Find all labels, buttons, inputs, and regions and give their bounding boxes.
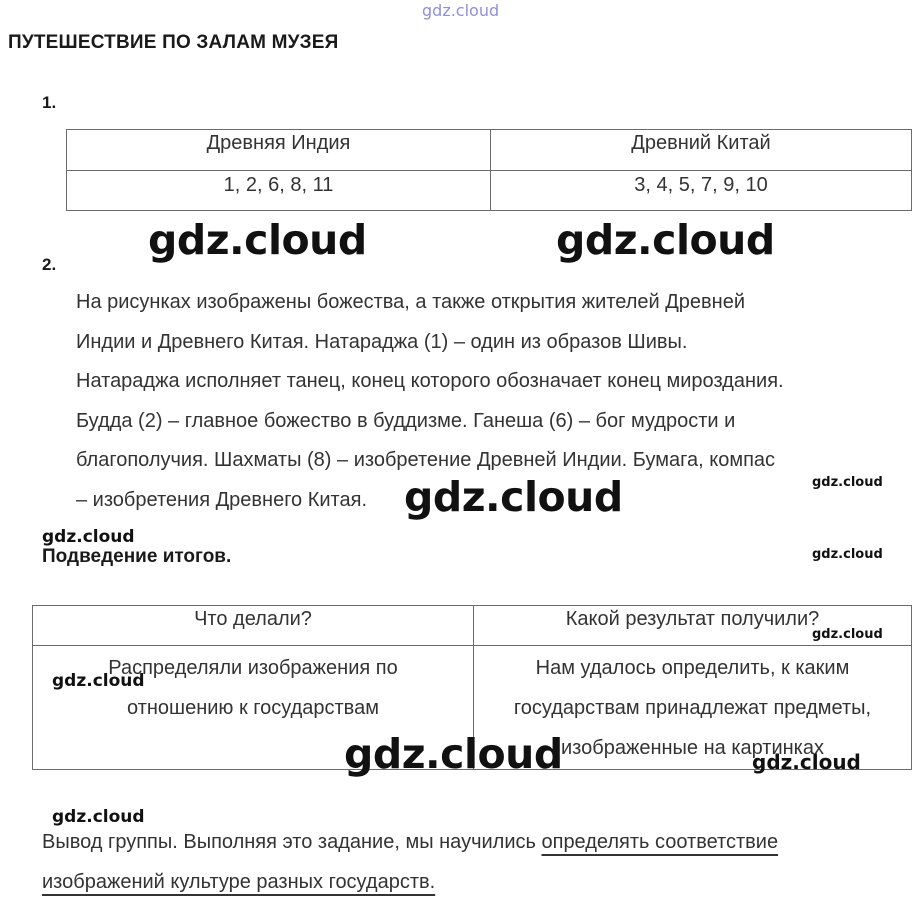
conclusion-line-2 bbox=[42, 862, 912, 902]
task1-header-india: Древняя Индия bbox=[67, 130, 491, 171]
conclusion-line-1 bbox=[42, 822, 912, 862]
task1-table bbox=[66, 129, 912, 211]
paragraph-line: На рисунках изображены божества, а также открытия жителей Древней bbox=[76, 291, 745, 313]
cell-line: государствам принадлежат предметы, bbox=[513, 697, 872, 719]
watermark: gdz.cloud bbox=[52, 807, 145, 827]
paragraph-line: Натараджа исполняет танец, конец которого обозначает конец мироздания. bbox=[76, 370, 784, 392]
watermark: gdz.cloud bbox=[148, 216, 367, 264]
summary-heading: Подведение итогов. bbox=[42, 546, 232, 567]
page-title: ПУТЕШЕСТВИЕ ПО ЗАЛАМ МУЗЕЯ bbox=[8, 32, 339, 53]
conclusion-underlined-2: изображений культуре разных государств. bbox=[42, 871, 436, 893]
watermark: gdz.cloud bbox=[344, 730, 563, 778]
task2-number: 2. bbox=[42, 255, 57, 274]
watermark: gdz.cloud bbox=[556, 216, 775, 264]
conclusion-underlined-1: определять соответствие bbox=[541, 831, 779, 853]
paragraph-line: благополучия. Шахматы (8) – изобретение Древней Индии. Бумага, компас bbox=[76, 449, 776, 471]
cell-line: Нам удалось определить, к каким bbox=[535, 657, 850, 679]
watermark: gdz.cloud bbox=[404, 473, 623, 521]
task1-number: 1. bbox=[42, 93, 57, 112]
watermark: gdz.cloud bbox=[812, 627, 883, 642]
watermark: gdz.cloud bbox=[752, 750, 861, 774]
watermark: gdz.cloud bbox=[42, 527, 135, 547]
summary-header-result: Какой результат получили? bbox=[474, 606, 912, 646]
watermark: gdz.cloud bbox=[812, 547, 883, 562]
task1-value-india: 1, 2, 6, 8, 11 bbox=[67, 171, 491, 211]
watermark: gdz.cloud bbox=[812, 475, 883, 490]
cell-line: изображенные на картинках bbox=[561, 737, 824, 759]
paragraph-line: Будда (2) – главное божество в буддизме. Ганеша (6) – бог мудрости и bbox=[76, 409, 736, 432]
paragraph-line: Индии и Древнего Китая. Натараджа (1) – один из образов Шивы. bbox=[76, 330, 688, 353]
conclusion-prefix: Вывод группы. Выполняя это задание, мы научились bbox=[42, 831, 542, 853]
watermark: gdz.cloud bbox=[52, 671, 145, 691]
cell-line: отношению к государствам bbox=[127, 697, 379, 719]
cell-line: Распределяли изображения по bbox=[108, 657, 398, 679]
task1-header-china: Древний Китай bbox=[491, 130, 912, 171]
watermark-top: gdz.cloud bbox=[422, 1, 500, 20]
task1-value-china: 3, 4, 5, 7, 9, 10 bbox=[491, 171, 912, 211]
summary-header-did: Что делали? bbox=[33, 606, 474, 646]
conclusion bbox=[42, 822, 912, 902]
paragraph-line: – изобретения Древнего Китая. bbox=[76, 488, 368, 511]
